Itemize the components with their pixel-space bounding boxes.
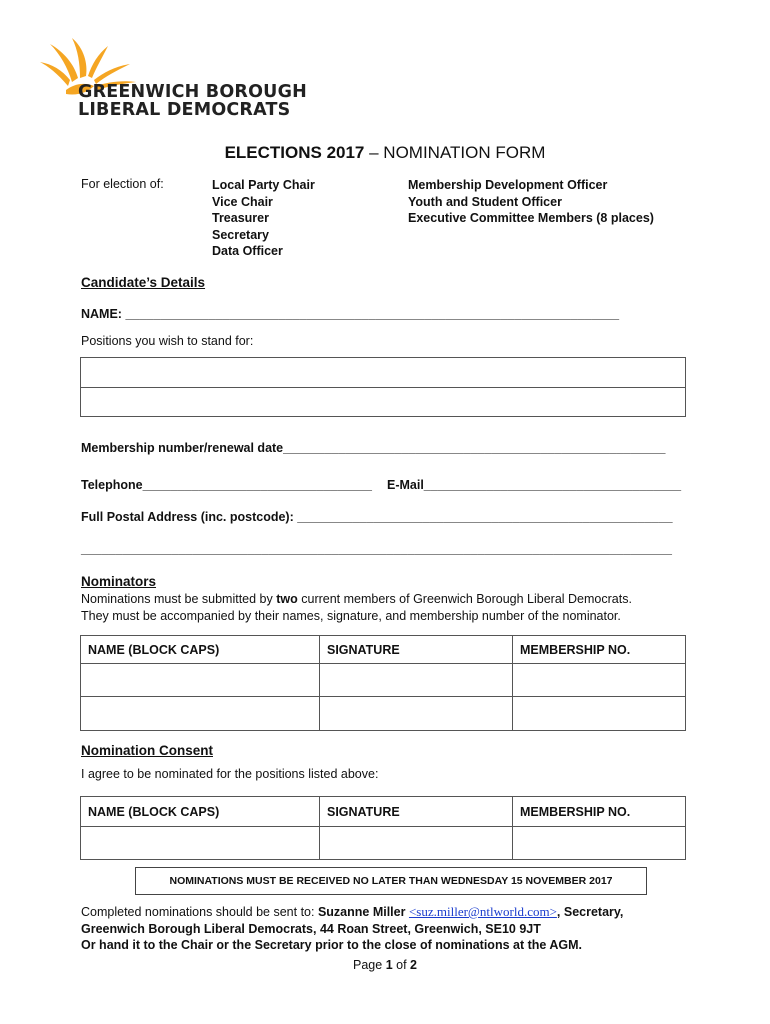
- telephone-field[interactable]: Telephone_________________________________: [81, 478, 372, 492]
- page-label: Page: [353, 958, 386, 972]
- nominators-table: [80, 635, 686, 731]
- nominators-text-2: They must be accompanied by their names, signature, and membership number of the nominator.: [81, 609, 621, 623]
- position-item: Local Party Chair: [212, 178, 315, 192]
- deadline-notice: NOMINATIONS MUST BE RECEIVED NO LATER THAN WEDNESDAY 15 NOVEMBER 2017: [135, 867, 647, 895]
- position-item: Executive Committee Members (8 places): [408, 211, 654, 225]
- column-header-name: NAME (BLOCK CAPS): [81, 797, 320, 827]
- column-header-name: NAME (BLOCK CAPS): [81, 636, 320, 664]
- nominators-heading: Nominators: [81, 574, 157, 589]
- nominators-text-pre: Nominations must be submitted by: [81, 592, 277, 606]
- hand-in-instructions: Or hand it to the Chair or the Secretary prior to the close of nominations at the AGM.: [81, 938, 582, 952]
- table-row: [81, 664, 686, 697]
- secretary-address: Greenwich Borough Liberal Democrats, 44 Roan Street, Greenwich, SE10 9JT: [81, 921, 541, 936]
- table-header-row: [81, 797, 686, 827]
- page-current: 1: [385, 958, 393, 972]
- candidate-details-heading: Candidate’s Details: [81, 275, 206, 290]
- consent-text: I agree to be nominated for the positions listed above:: [81, 767, 379, 781]
- position-item: Membership Development Officer: [408, 178, 608, 192]
- email-field[interactable]: E-Mail_____________________________________: [387, 478, 682, 492]
- page-number: [0, 958, 770, 972]
- table-header-row: [81, 636, 686, 664]
- title-rest: NOMINATION FORM: [383, 143, 546, 162]
- column-header-membership: MEMBERSHIP NO.: [513, 636, 686, 664]
- position-item: Treasurer: [212, 211, 269, 225]
- position-item: Youth and Student Officer: [408, 194, 562, 209]
- nominators-text-1: [81, 592, 632, 606]
- name-field[interactable]: NAME: _______________________________________________________________________: [81, 307, 620, 321]
- consent-table: [80, 796, 686, 860]
- position-item: Vice Chair: [212, 194, 273, 209]
- table-row: [81, 697, 686, 731]
- column-header-membership: MEMBERSHIP NO.: [513, 797, 686, 827]
- positions-column-2: [408, 177, 654, 227]
- membership-number-field[interactable]: Membership number/renewal date_______________________________________________________: [81, 441, 666, 455]
- nominators-text-bold: two: [276, 592, 298, 606]
- postal-address-field-line-2[interactable]: _____________________________________________________________________________________: [81, 542, 672, 556]
- nominator-name-cell[interactable]: [81, 697, 320, 731]
- page-total: 2: [410, 958, 417, 972]
- page-title: [0, 143, 770, 163]
- nominators-text-post: current members of Greenwich Borough Liberal Democrats.: [297, 592, 632, 606]
- sent-to-line: [81, 904, 701, 921]
- nominator-signature-cell[interactable]: [320, 664, 513, 697]
- positions-input-1[interactable]: [80, 357, 686, 388]
- consent-signature-cell[interactable]: [320, 827, 513, 860]
- column-header-signature: SIGNATURE: [320, 797, 513, 827]
- page-of: of: [392, 958, 411, 972]
- submission-instructions: [81, 904, 701, 954]
- nominator-signature-cell[interactable]: [320, 697, 513, 731]
- positions-column-1: [212, 177, 315, 260]
- nominator-membership-cell[interactable]: [513, 664, 686, 697]
- nomination-consent-heading: Nomination Consent: [81, 743, 213, 758]
- column-header-signature: SIGNATURE: [320, 636, 513, 664]
- sent-to-prefix: Completed nominations should be sent to:: [81, 905, 318, 919]
- logo-line-2: LIBERAL DEMOCRATS: [78, 100, 291, 120]
- election-label: For election of:: [81, 177, 164, 191]
- position-item: Data Officer: [212, 244, 283, 258]
- postal-address-field[interactable]: Full Postal Address (inc. postcode): ______________________________________________________: [81, 510, 673, 524]
- consent-membership-cell[interactable]: [513, 827, 686, 860]
- logo-line-1: GREENWICH BOROUGH: [78, 82, 307, 102]
- secretary-email-link[interactable]: <suz.miller@ntlworld.com>: [408, 904, 557, 919]
- nominator-name-cell[interactable]: [81, 664, 320, 697]
- nominator-membership-cell[interactable]: [513, 697, 686, 731]
- title-bold: ELECTIONS 2017: [224, 143, 365, 162]
- positions-input-2[interactable]: [80, 387, 686, 417]
- position-item: Secretary: [212, 227, 269, 242]
- secretary-name: Suzanne Miller: [317, 905, 406, 919]
- table-row: [81, 827, 686, 860]
- title-dash: –: [364, 143, 384, 162]
- logo-wordmark: [78, 83, 307, 119]
- sent-to-suffix: , Secretary,: [556, 905, 624, 919]
- positions-label: Positions you wish to stand for:: [81, 334, 254, 348]
- consent-name-cell[interactable]: [81, 827, 320, 860]
